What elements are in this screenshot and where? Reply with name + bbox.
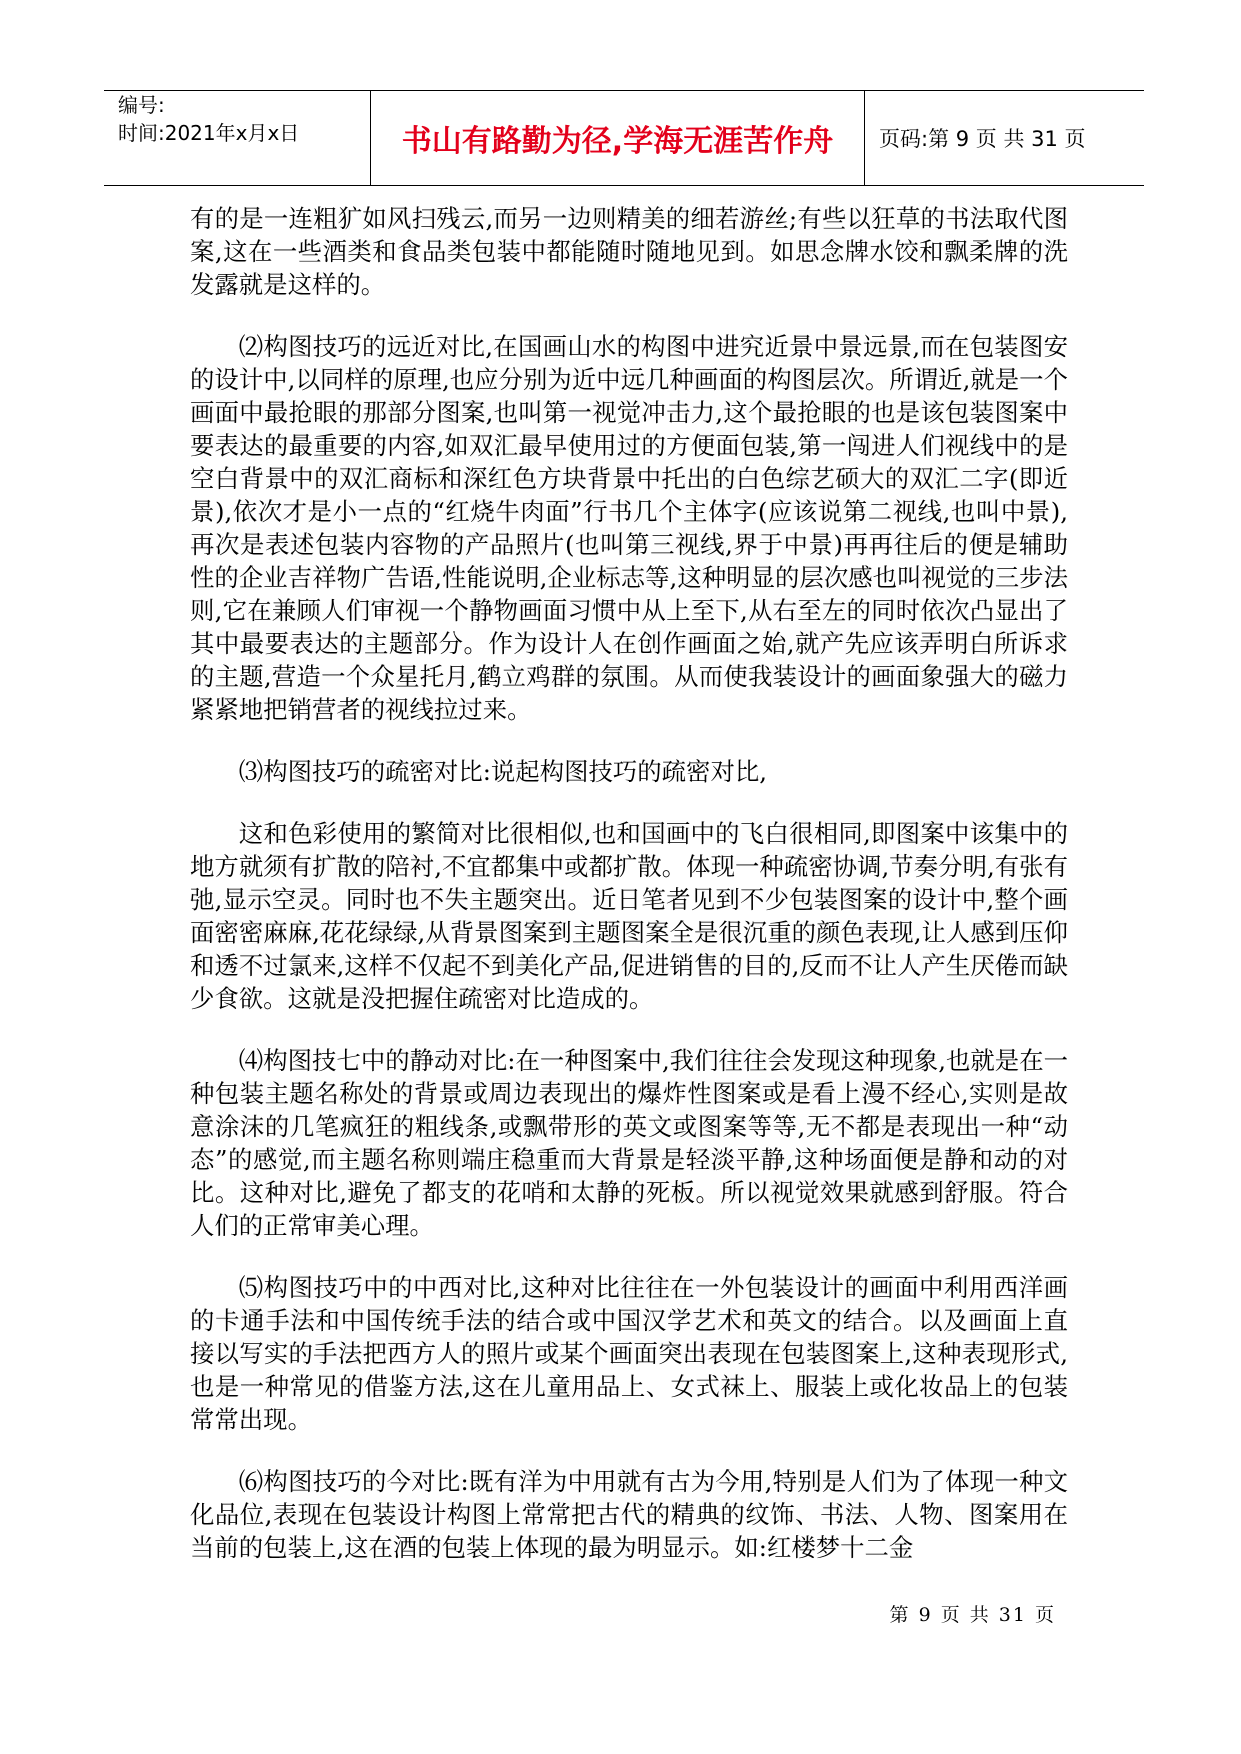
header-meta-cell [104, 91, 371, 185]
body-paragraph-5: ⑷构图技七中的静动对比:在一种图案中,我们往往会发现这种现象,也就是在一种包装主题名称处的背景或周边表现出的爆炸性图案或是看上漫不经心,实则是故意涂沫的几笔疯狂的粗线条,或飘带形的英文或图案等等,无不都是表现出一种“动态”的感觉,而主题名称则端庄稳重而大背景是轻淡平静,这种场面便是静和动的对比。这种对比,避免了都支的花哨和太静的死板。所以视觉效果就感到舒服。符合人们的正常审美心理。 [190, 1046, 1068, 1240]
page-footer-number: 第 9 页 共 31 页 [889, 1604, 1056, 1626]
document-time-label: 时间:2021年x月x日 [118, 121, 300, 145]
body-paragraph-1: 有的是一连粗犷如风扫残云,而另一边则精美的细若游丝;有些以狂草的书法取代图案,这在一些酒类和食品类包装中都能随时随地见到。如思念牌水饺和飘柔牌的洗发露就是这样的。 [190, 204, 1068, 299]
body-paragraph-2: ⑵构图技巧的远近对比,在国画山水的构图中进究近景中景远景,而在包装图安的设计中,以同样的原理,也应分别为近中远几种画面的构图层次。所谓近,就是一个画面中最抢眼的那部分图案,也叫第一视觉冲击力,这个最抢眼的也是该包装图案中要表达的最重要的内容,如双汇最早使用过的方便面包装,第一闯进人们视线中的是空白背景中的双汇商标和深红色方块背景中托出的白色综艺硕大的双汇二字(即近景),依次才是小一点的“红烧牛肉面”行书几个主体字(应该说第二视线,也叫中景),再次是表述包装内容物的产品照片(也叫第三视线,界于中景)再再往后的便是辅助性的企业吉祥物广告语,性能说明,企业标志等,这种明显的层次感也叫视觉的三步法则,它在兼顾人们审视一个静物画面习惯中从上至下,从右至左的同时依次凸显出了其中最要表达的主题部分。作为设计人在创作画面之始,就产先应该弄明白所诉求的主题,营造一个众星托月,鹤立鸡群的氛围。从而使我装设计的画面象强大的磁力紧紧地把销营者的视线拉过来。 [190, 332, 1068, 724]
header-motto-cell [371, 91, 865, 185]
body-paragraph-4: 这和色彩使用的繁简对比很相似,也和国画中的飞白很相同,即图案中该集中的地方就须有扩散的陪衬,不宜都集中或都扩散。体现一种疏密协调,节奏分明,有张有弛,显示空灵。同时也不失主题突出。近日笔者见到不少包装图案的设计中,整个画面密密麻麻,花花绿绿,从背景图案到主题图案全是很沉重的颜色表现,让人感到压仰和透不过氯来,这样不仅起不到美化产品,促进销售的目的,反而不让人产生厌倦而缺少食欲。这就是没把握住疏密对比造成的。 [190, 819, 1068, 1013]
document-body [190, 202, 1068, 1593]
body-paragraph-3: ⑶构图技巧的疏密对比:说起构图技巧的疏密对比, [238, 757, 767, 786]
body-paragraph-6: ⑸构图技巧中的中西对比,这种对比往往在一外包装设计的画面中利用西洋画的卡通手法和中国传统手法的结合或中国汉学艺术和英文的结合。以及画面上直接以写实的手法把西方人的照片或某个画面突出表现在包装图案上,这种表现形式,也是一种常见的借鉴方法,这在儿童用品上、女式袜上、服装上或化妆品上的包装常常出现。 [190, 1273, 1068, 1434]
header-page-cell [865, 91, 1144, 185]
page-header [104, 90, 1144, 186]
header-motto: 书山有路勤为径,学海无涯苦作舟 [401, 124, 834, 159]
document-number-label: 编号: [118, 93, 165, 117]
body-paragraph-7: ⑹构图技巧的今对比:既有洋为中用就有古为今用,特别是人们为了体现一种文化品位,表现在包装设计构图上常常把古代的精典的纹饰、书法、人物、图案用在当前的包装上,这在酒的包装上体现的最为明显示。如:红楼梦十二金 [190, 1467, 1068, 1562]
header-page-number: 页码:第 9 页 共 31 页 [879, 127, 1086, 151]
